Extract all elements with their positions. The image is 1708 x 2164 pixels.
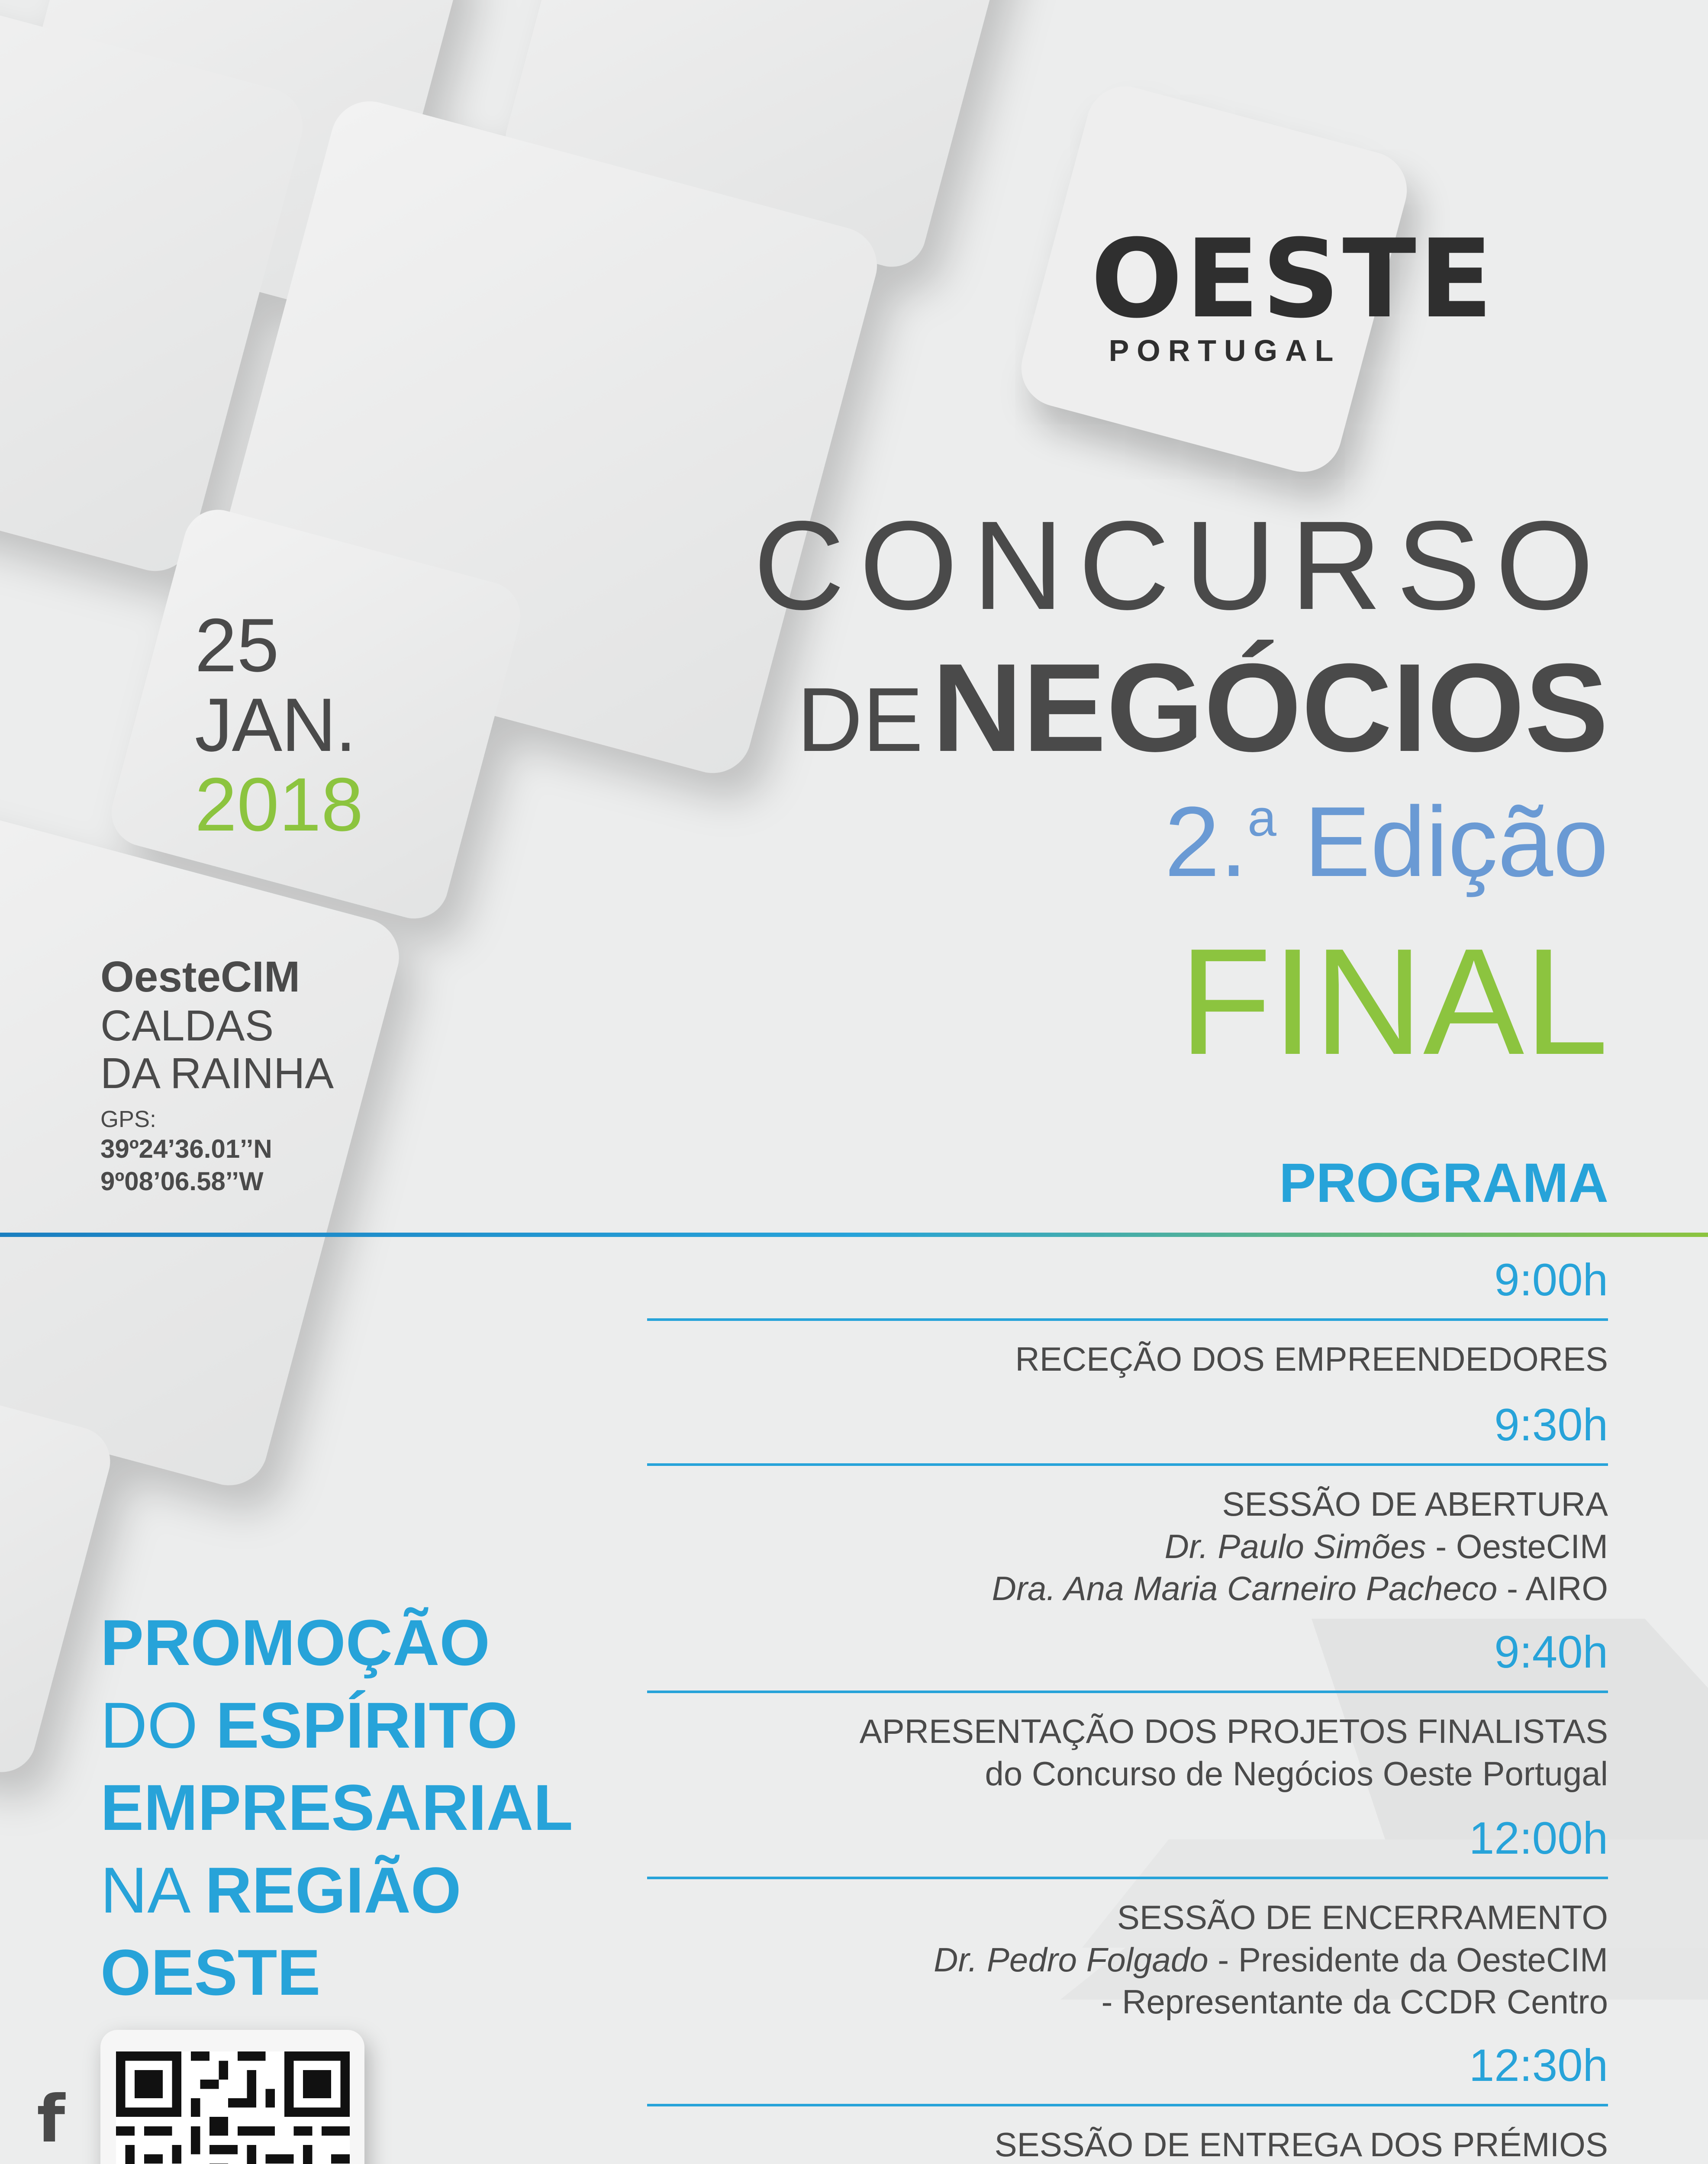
programa-line: RECEÇÃO DOS EMPREENDEDORES	[1015, 1340, 1608, 1378]
facebook-icon[interactable]: f	[37, 2082, 65, 2157]
title-negocios-word: NEGÓCIOS	[932, 638, 1608, 778]
edicao-word: Edição	[1304, 786, 1608, 897]
gps-latitude: 39º24’36.01’’N	[100, 1134, 272, 1163]
programa-time: 12:30h	[647, 2043, 1608, 2106]
programa-item	[647, 1257, 1608, 1381]
promo-word-espirito: ESPÍRITO	[216, 1688, 518, 1761]
speaker-org: - Presidente da OesteCIM	[1208, 1940, 1608, 1979]
programa-desc	[647, 2124, 1608, 2164]
programa-line: - Representante da CCDR Centro	[1101, 1983, 1608, 2021]
location-city-1: CALDAS	[100, 1001, 274, 1050]
promo-line-3: EMPRESARIAL	[100, 1771, 573, 1844]
programa-time: 9:00h	[647, 1257, 1608, 1321]
location-name: OesteCIM	[100, 953, 300, 1001]
speaker-org: - OesteCIM	[1426, 1527, 1608, 1565]
speaker-org: - AIRO	[1497, 1569, 1608, 1607]
logo-sub: PORTUGAL	[1109, 334, 1341, 367]
event-date	[195, 603, 364, 847]
promo-word-na: NA	[100, 1853, 187, 1926]
gps-longitude: 9º08’06.58’’W	[100, 1167, 264, 1196]
programa-time: 9:40h	[647, 1629, 1608, 1693]
speaker-name: Dr. Paulo Simões	[1164, 1527, 1426, 1565]
promo-line-5: OESTE	[100, 1936, 321, 2009]
programa-desc	[647, 1897, 1608, 2023]
date-day: 25	[195, 603, 279, 688]
programa-line: APRESENTAÇÃO DOS PROJETOS FINALISTAS	[859, 1712, 1608, 1750]
programa-item	[647, 1402, 1608, 1610]
programa-line	[647, 1568, 1608, 1610]
title-de: DE	[797, 669, 923, 770]
speaker-name: Dra. Ana Maria Carneiro Pacheco	[992, 1569, 1498, 1607]
edicao-number: 2.	[1164, 786, 1248, 897]
location-city-2: DA RAINHA	[100, 1049, 334, 1098]
promo-line-1: PROMOÇÃO	[100, 1606, 490, 1679]
date-month: JAN.	[195, 683, 356, 767]
logo-word: OESTE	[1091, 216, 1495, 342]
programa-item	[647, 1813, 1608, 2023]
event-location	[100, 952, 334, 1198]
programa-item	[647, 2040, 1608, 2164]
programa-line: SESSÃO DE ENTREGA DOS PRÉMIOS	[994, 2125, 1608, 2164]
title-concurso: CONCURSO	[753, 495, 1608, 636]
promo-slogan	[100, 1601, 573, 2014]
programa-heading: PROGRAMA	[1279, 1152, 1608, 1214]
programa-line: SESSÃO DE ENCERRAMENTO	[1117, 1898, 1608, 1936]
edicao-ordinal: a	[1247, 789, 1276, 847]
title-edicao	[1164, 786, 1608, 897]
programa-item	[647, 1629, 1608, 1795]
promo-word-regiao: REGIÃO	[205, 1853, 461, 1926]
title-final: FINAL	[1179, 917, 1608, 1086]
programa-line	[647, 1526, 1608, 1568]
date-year: 2018	[195, 762, 364, 847]
programa-line: do Concurso de Negócios Oeste Portugal	[985, 1754, 1608, 1793]
speaker-name: Dr. Pedro Folgado	[934, 1940, 1208, 1979]
title-negocios	[797, 638, 1608, 778]
programa-time: 12:00h	[647, 1816, 1608, 1879]
programa-desc	[647, 1338, 1608, 1381]
oeste-portugal-logo	[1091, 216, 1495, 368]
gps-label: GPS:	[100, 1106, 157, 1132]
programa-line	[647, 1939, 1608, 1981]
qr-code-icon[interactable]	[116, 2051, 350, 2164]
programa-time: 9:30h	[647, 1402, 1608, 1466]
programa-desc	[647, 1710, 1608, 1795]
divider-top	[0, 1233, 1708, 1237]
programa-line: SESSÃO DE ABERTURA	[1222, 1485, 1608, 1523]
promo-word-do: DO	[100, 1688, 198, 1761]
programa-desc	[647, 1483, 1608, 1610]
